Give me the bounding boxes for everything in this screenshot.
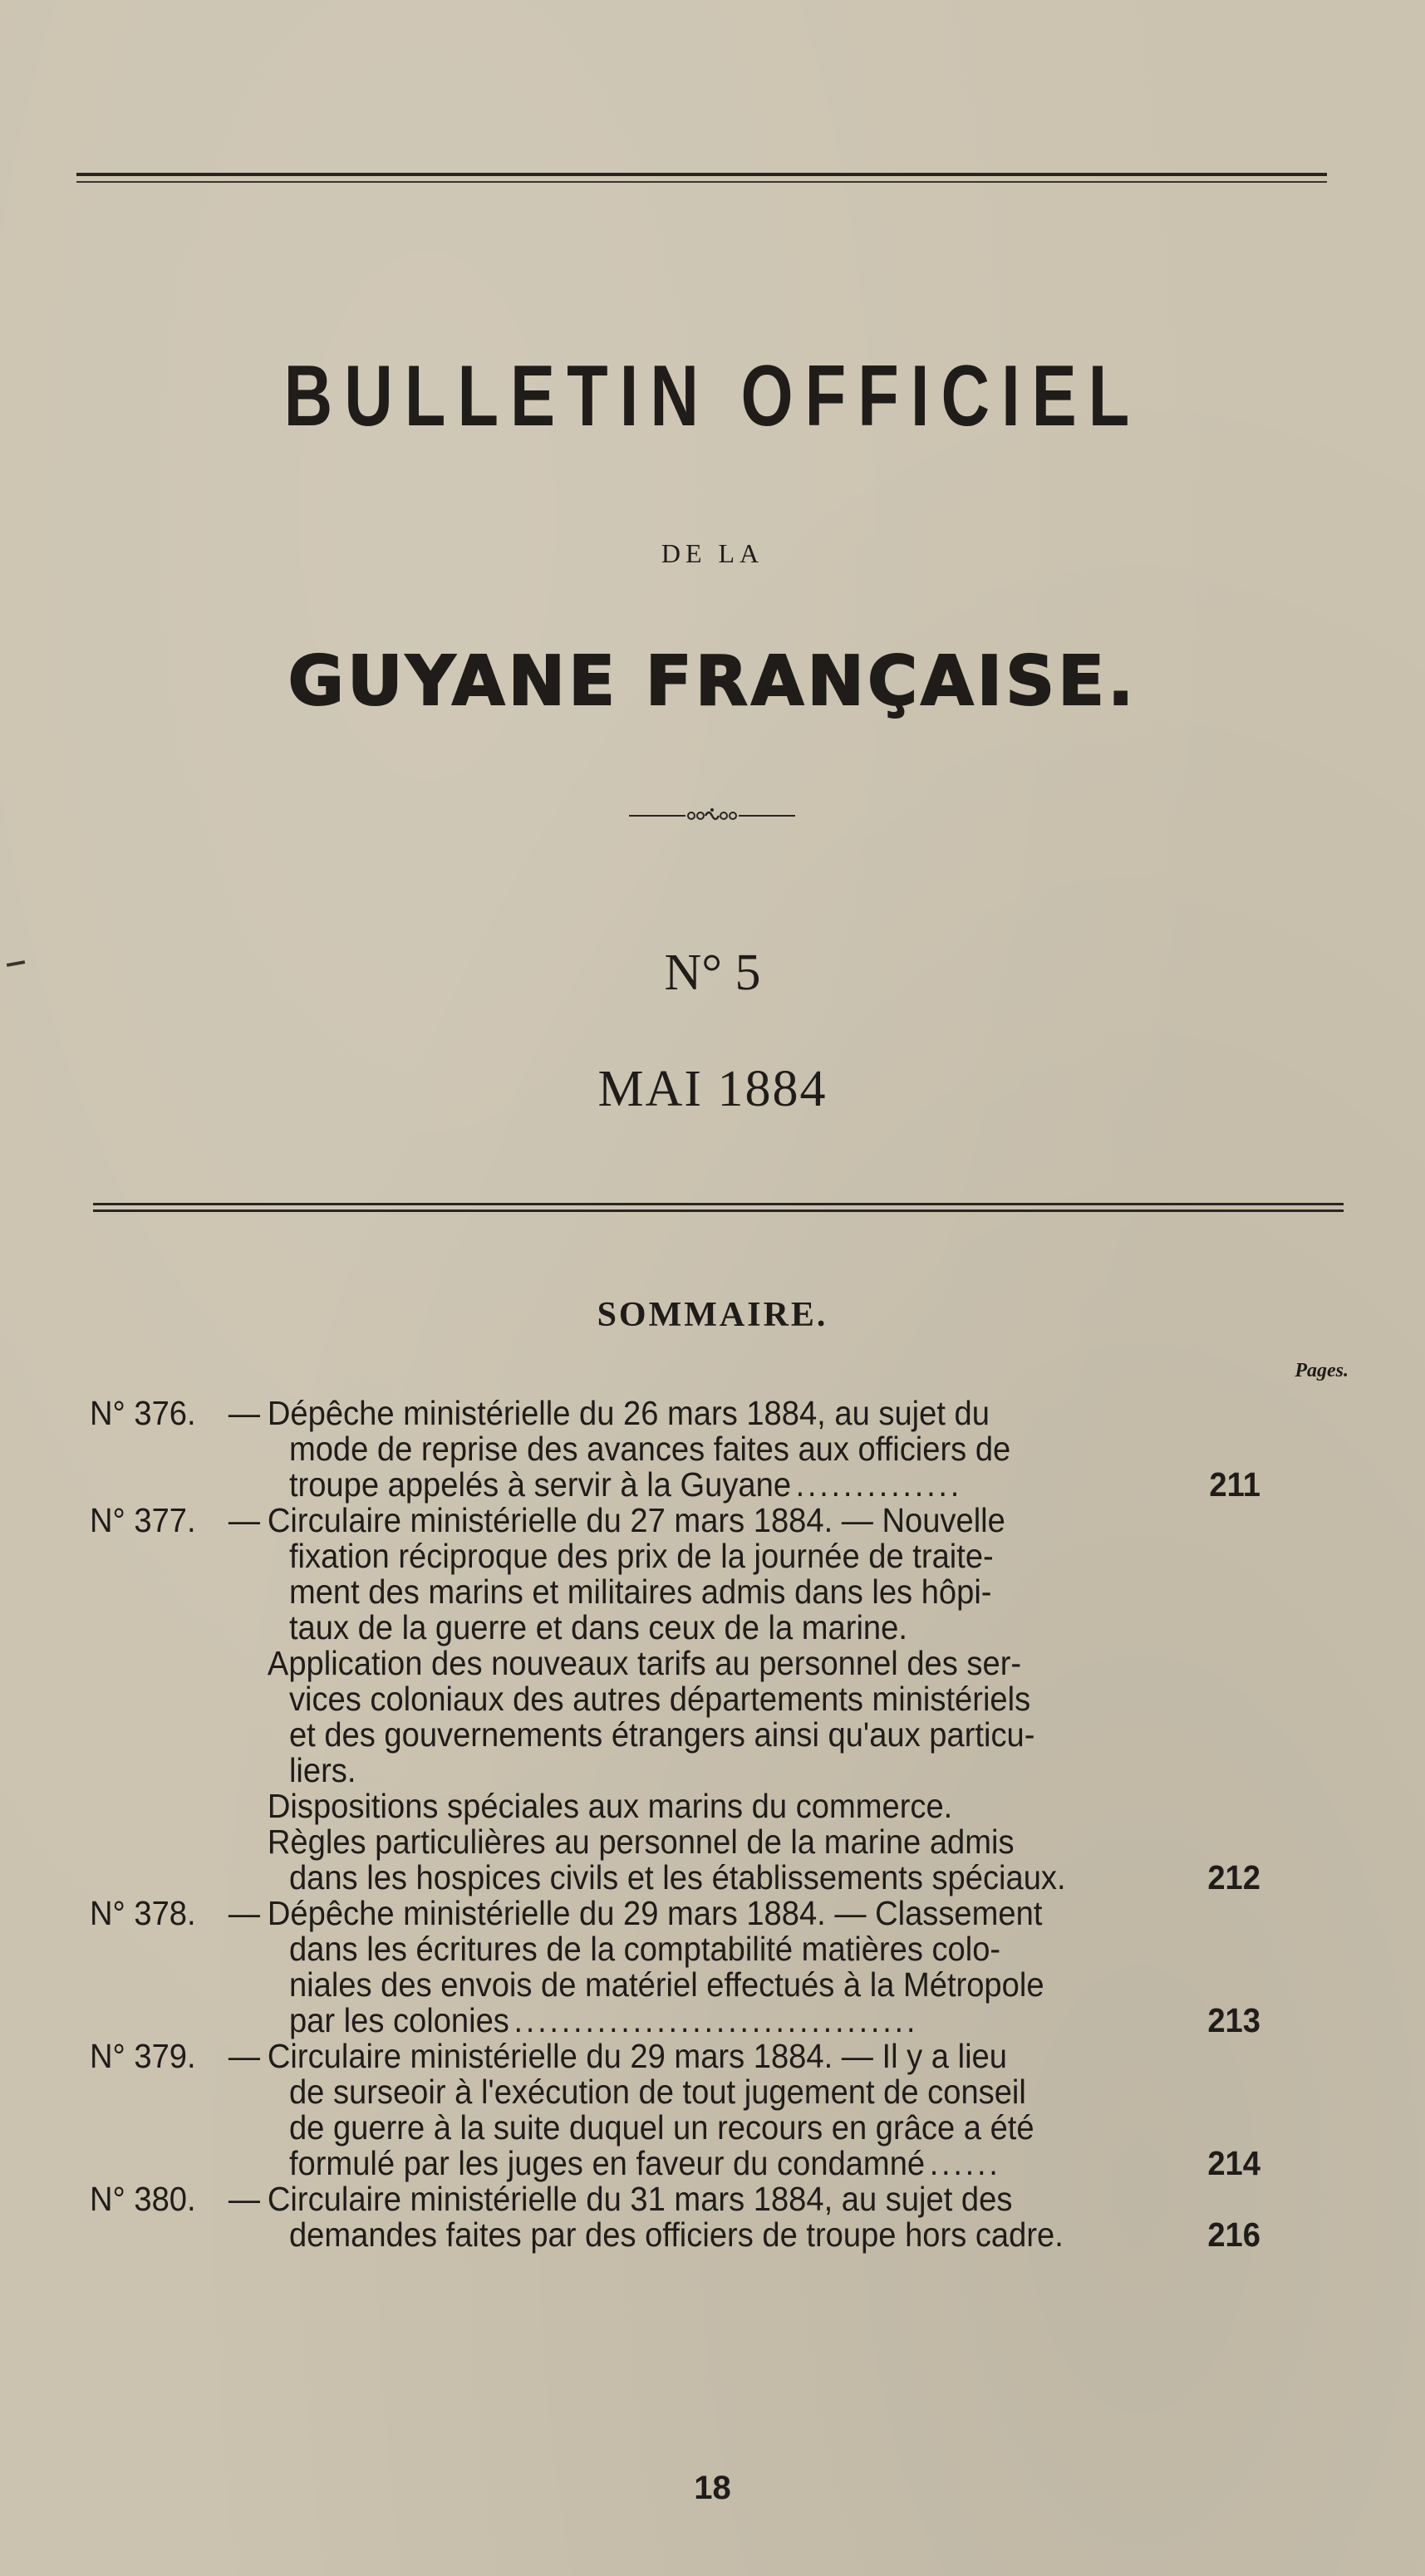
masthead-country: GUYANE FRANÇAISE. (287, 642, 1138, 721)
entry-line: niales des envois de matériel effectués à la Métropole (288, 1965, 1044, 2004)
entry-line: par les colonies (288, 2001, 509, 2039)
entry-body (268, 1396, 1260, 1503)
entry-page: 212 (1207, 1858, 1260, 1896)
sheet-number: 18 (694, 2470, 731, 2506)
entry-line: fixation réciproque des prix de la journée de traite- (288, 1537, 994, 1575)
entry-last-line (268, 2217, 1260, 2253)
entry-line: Circulaire ministérielle du 31 mars 1884, au sujet des (267, 2180, 1013, 2218)
entry-dash: — (228, 2037, 261, 2075)
entry-page: 214 (1207, 2144, 1260, 2182)
entry-line: vices coloniaux des autres départements ministériels (288, 1680, 1031, 1718)
masthead-de-la: DE LA (661, 538, 764, 568)
entry-page: 213 (1207, 2001, 1260, 2039)
entry-number: N° 376. (90, 1394, 196, 1432)
entry-line: Circulaire ministérielle du 29 mars 1884. — Il y a lieu (267, 2037, 1007, 2075)
entry-line: Dépêche ministérielle du 29 mars 1884. — Classement (267, 1894, 1043, 1932)
entry-line: Dispositions spéciales aux marins du commerce. (267, 1787, 953, 1825)
entry-line: mode de reprise des avances faites aux officiers de (288, 1430, 1011, 1468)
entry-number: N° 379. (90, 2037, 196, 2075)
toc-entry-378 (90, 1896, 1260, 2039)
toc-entry-376 (90, 1396, 1260, 1503)
entry-number: N° 380. (90, 2180, 196, 2218)
entry-line: de surseoir à l'exécution de tout jugement de conseil (288, 2073, 1026, 2111)
issue-date: MAI 1884 (597, 1061, 828, 1117)
entry-dash: — (228, 2180, 261, 2218)
table-of-contents (90, 1396, 1260, 2253)
entry-line: Règles particulières au personnel de la marine admis (267, 1823, 1015, 1861)
entry-line: Dépêche ministérielle du 26 mars 1884, au sujet du (267, 1394, 990, 1432)
leader-dots: .............. (795, 1467, 963, 1503)
top-rule (76, 173, 1327, 176)
entry-dash: — (228, 1501, 261, 1539)
entry-body (268, 1896, 1260, 2039)
entry-line: demandes faites par des officiers de troupe hors cadre. (288, 2215, 1064, 2254)
entry-body (268, 2181, 1260, 2253)
leader-dots: ...... (929, 2146, 1001, 2181)
sommaire-title: SOMMAIRE. (597, 1296, 828, 1334)
entry-body (268, 1503, 1260, 1896)
toc-entry-380 (90, 2181, 1260, 2253)
entry-last-line (268, 1860, 1260, 1896)
entry-last-line (268, 1467, 1260, 1503)
entry-last-line (268, 2146, 1260, 2181)
entry-line: liers. (288, 1751, 356, 1789)
entry-last-line (268, 2003, 1260, 2039)
entry-line: Application des nouveaux tarifs au personnel des ser- (267, 1644, 1022, 1682)
entry-page: 211 (1209, 1465, 1260, 1504)
entry-page: 216 (1207, 2215, 1260, 2254)
entry-line: de guerre à la suite duquel un recours en grâce a été (288, 2108, 1034, 2147)
entry-line: et des gouvernements étrangers ainsi qu'aux particu- (288, 1715, 1035, 1754)
masthead-title: BULLETIN OFFICIEL (283, 348, 1142, 444)
entry-line: formulé par les juges en faveur du condamné (288, 2144, 926, 2182)
pages-column-label: Pages. (1295, 1360, 1349, 1381)
entry-line: ment des marins et militaires admis dans les hôpi- (288, 1573, 992, 1611)
entry-line: taux de la guerre et dans ceux de la marine. (288, 1608, 907, 1646)
entry-line: troupe appelés à servir à la Guyane (288, 1465, 792, 1504)
double-rule (93, 1203, 1344, 1214)
entry-number: N° 378. (90, 1894, 196, 1932)
entry-line: dans les hospices civils et les établissements spéciaux. (288, 1858, 1066, 1896)
entry-line: dans les écritures de la comptabilité matières colo- (288, 1930, 1001, 1968)
leader-dots: .................................. (513, 2003, 919, 2039)
entry-body (268, 2039, 1260, 2181)
toc-entry-379 (90, 2039, 1260, 2181)
toc-entry-377 (90, 1503, 1260, 1896)
entry-dash: — (228, 1394, 261, 1432)
ornament-divider (629, 806, 795, 826)
issue-number: N° 5 (664, 945, 761, 1001)
entry-line: Circulaire ministérielle du 27 mars 1884. — Nouvelle (267, 1501, 1005, 1539)
entry-dash: — (228, 1894, 261, 1932)
entry-number: N° 377. (90, 1501, 196, 1539)
